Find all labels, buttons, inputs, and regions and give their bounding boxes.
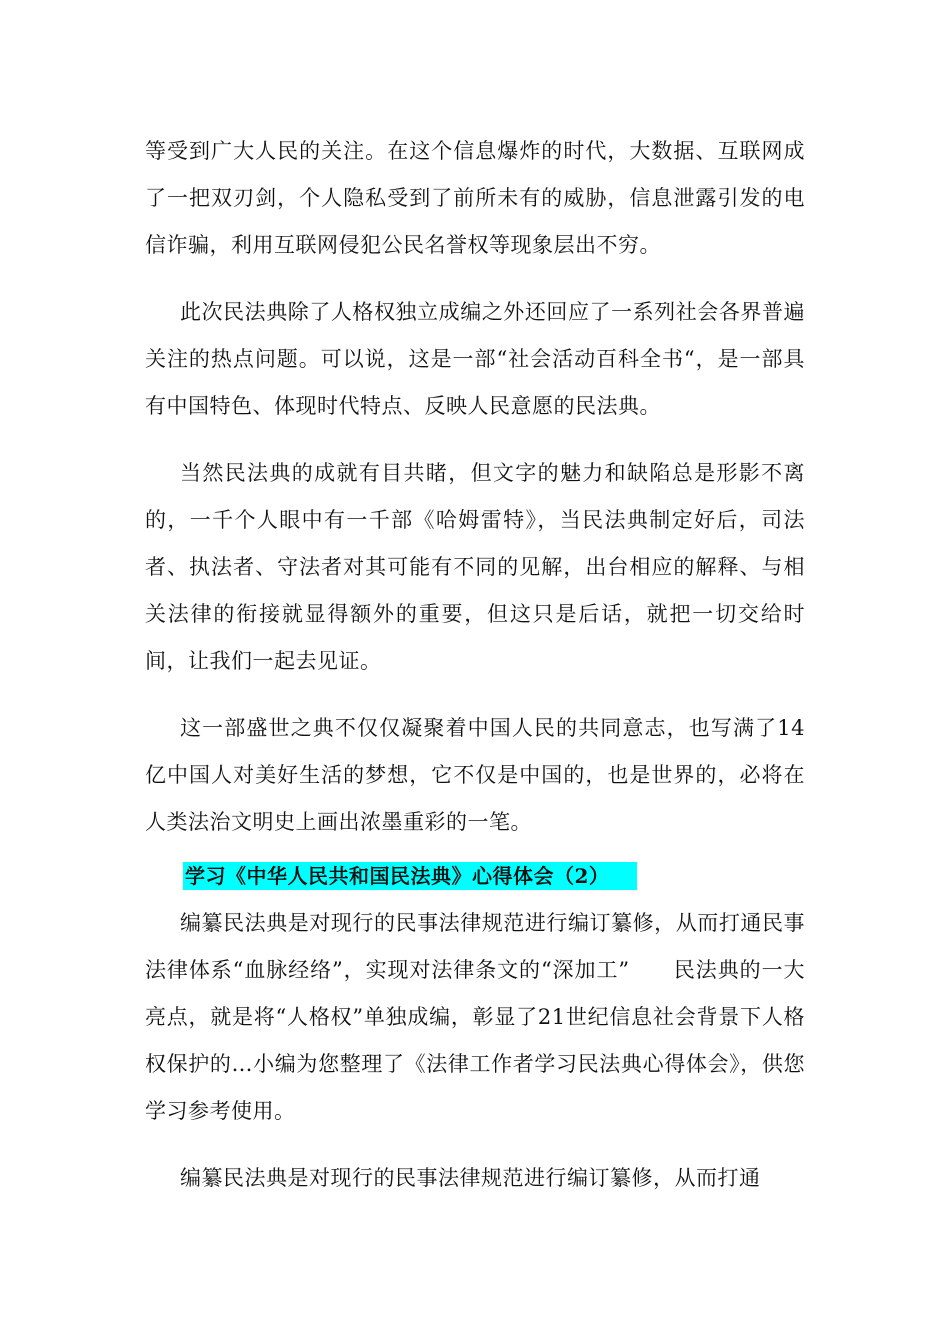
section-heading-wrapper bbox=[145, 856, 805, 900]
paragraph-continued: 等受到广大人民的关注。在这个信息爆炸的时代，大数据、互联网成了一把双刃剑，个人隐私受到了前所未有的威胁，信息泄露引发的电信诈骗，利用互联网侵犯公民名誉权等现象层出不穷。 bbox=[145, 139, 805, 257]
paragraph-prosperous-code: 这一部盛世之典不仅仅凝聚着中国人民的共同意志，也写满了14亿中国人对美好生活的梦想，它不仅是中国的，也是世界的，必将在人类法治文明史上画出浓墨重彩的一笔。 bbox=[145, 716, 805, 834]
paragraph-gap bbox=[145, 1135, 805, 1155]
paragraph-civil-code-response: 此次民法典除了人格权独立成编之外还回应了一系列社会各界普遍关注的热点问题。可以说，这是一部“社会活动百科全书“，是一部具有中国特色、体现时代特点、反映人民意愿的民法典。 bbox=[145, 300, 805, 418]
paragraph-civil-code-achievement: 当然民法典的成就有目共睹，但文字的魅力和缺陷总是形影不离的，一千个人眼中有一千部《哈姆雷特》，当民法典制定好后，司法者、执法者、守法者对其可能有不同的见解，出台相应的解释、与相关法律的衔接就显得额外的重要，但这只是后话，就把一切交给时间，让我们一起去见证。 bbox=[145, 461, 805, 673]
paragraph-codification-repeat: 编纂民法典是对现行的民事法律规范进行编订纂修，从而打通 bbox=[180, 1166, 761, 1190]
paragraph-codification-intro: 编纂民法典是对现行的民事法律规范进行编订纂修，从而打通民事法律体系“血脉经络”，实现对法律条文的“深加工” 民法典的一大亮点，就是将“人格权”单独成编，彰显了21世纪信息社会背景下人格权保护的…小编为您整理了《法律工作者学习民法典心得体会》，供您学习参考使用。 bbox=[145, 911, 805, 1123]
paragraph-gap bbox=[145, 430, 805, 450]
document-page bbox=[145, 128, 805, 1202]
section-heading: 学习《中华人民共和国民法典》心得体会（2） bbox=[183, 862, 637, 890]
paragraph-gap bbox=[145, 269, 805, 289]
paragraph-gap bbox=[145, 846, 805, 856]
paragraph-gap bbox=[145, 685, 805, 705]
